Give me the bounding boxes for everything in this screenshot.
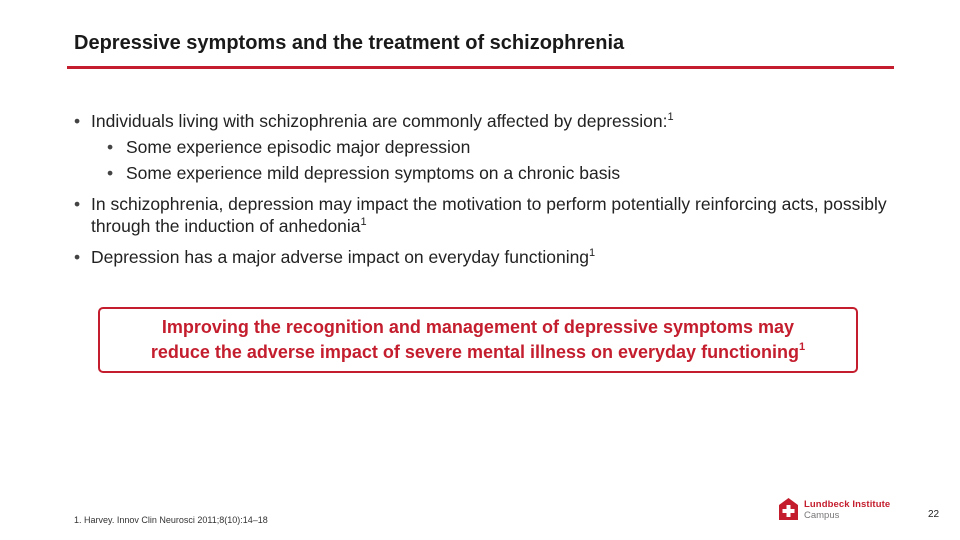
slide-title: Depressive symptoms and the treatment of schizophrenia [74,32,625,54]
bullet-3-ref: 1 [589,247,596,259]
logo-line-2: Campus [804,510,840,521]
bullet-item-1 [74,110,894,184]
bullet-item-2 [74,193,894,237]
bullet-3-text: Depression has a major adverse impact on everyday functioning [91,247,590,267]
bullet-1-text: Individuals living with schizophrenia are commonly affected by depression: [91,111,668,131]
logo-line-1: Lundbeck Institute [804,499,891,510]
callout-line-2: reduce the adverse impact of severe mental illness on everyday functioning [150,342,800,362]
page-number: 22 [928,509,940,520]
lundbeck-house-icon [779,498,798,520]
footnote: 1. Harvey. Innov Clin Neurosci 2011;8(10):14–18 [74,515,268,525]
sub-bullet-item-1: • Some experience episodic major depression [101,136,894,158]
sub-bullet-item-2: • Some experience mild depression symptoms on a chronic basis [101,162,894,184]
callout-line-1: Improving the recognition and management of depressive symptoms may [161,317,795,337]
bullet-2-ref: 1 [360,216,367,228]
lundbeck-logo [779,498,899,522]
bullet-2-text: In schizophrenia, depression may impact the motivation to perform potentially reinforcing acts, possibly through the induction of anhedonia [91,194,887,236]
bullet-1-ref: 1 [667,111,674,123]
bullet-list [74,110,894,277]
callout-ref: 1 [799,341,806,353]
callout-box [98,307,858,373]
sub-bullet-list [91,136,894,184]
bullet-item-3 [74,246,894,268]
callout-text [151,315,805,365]
title-rule [67,66,894,69]
